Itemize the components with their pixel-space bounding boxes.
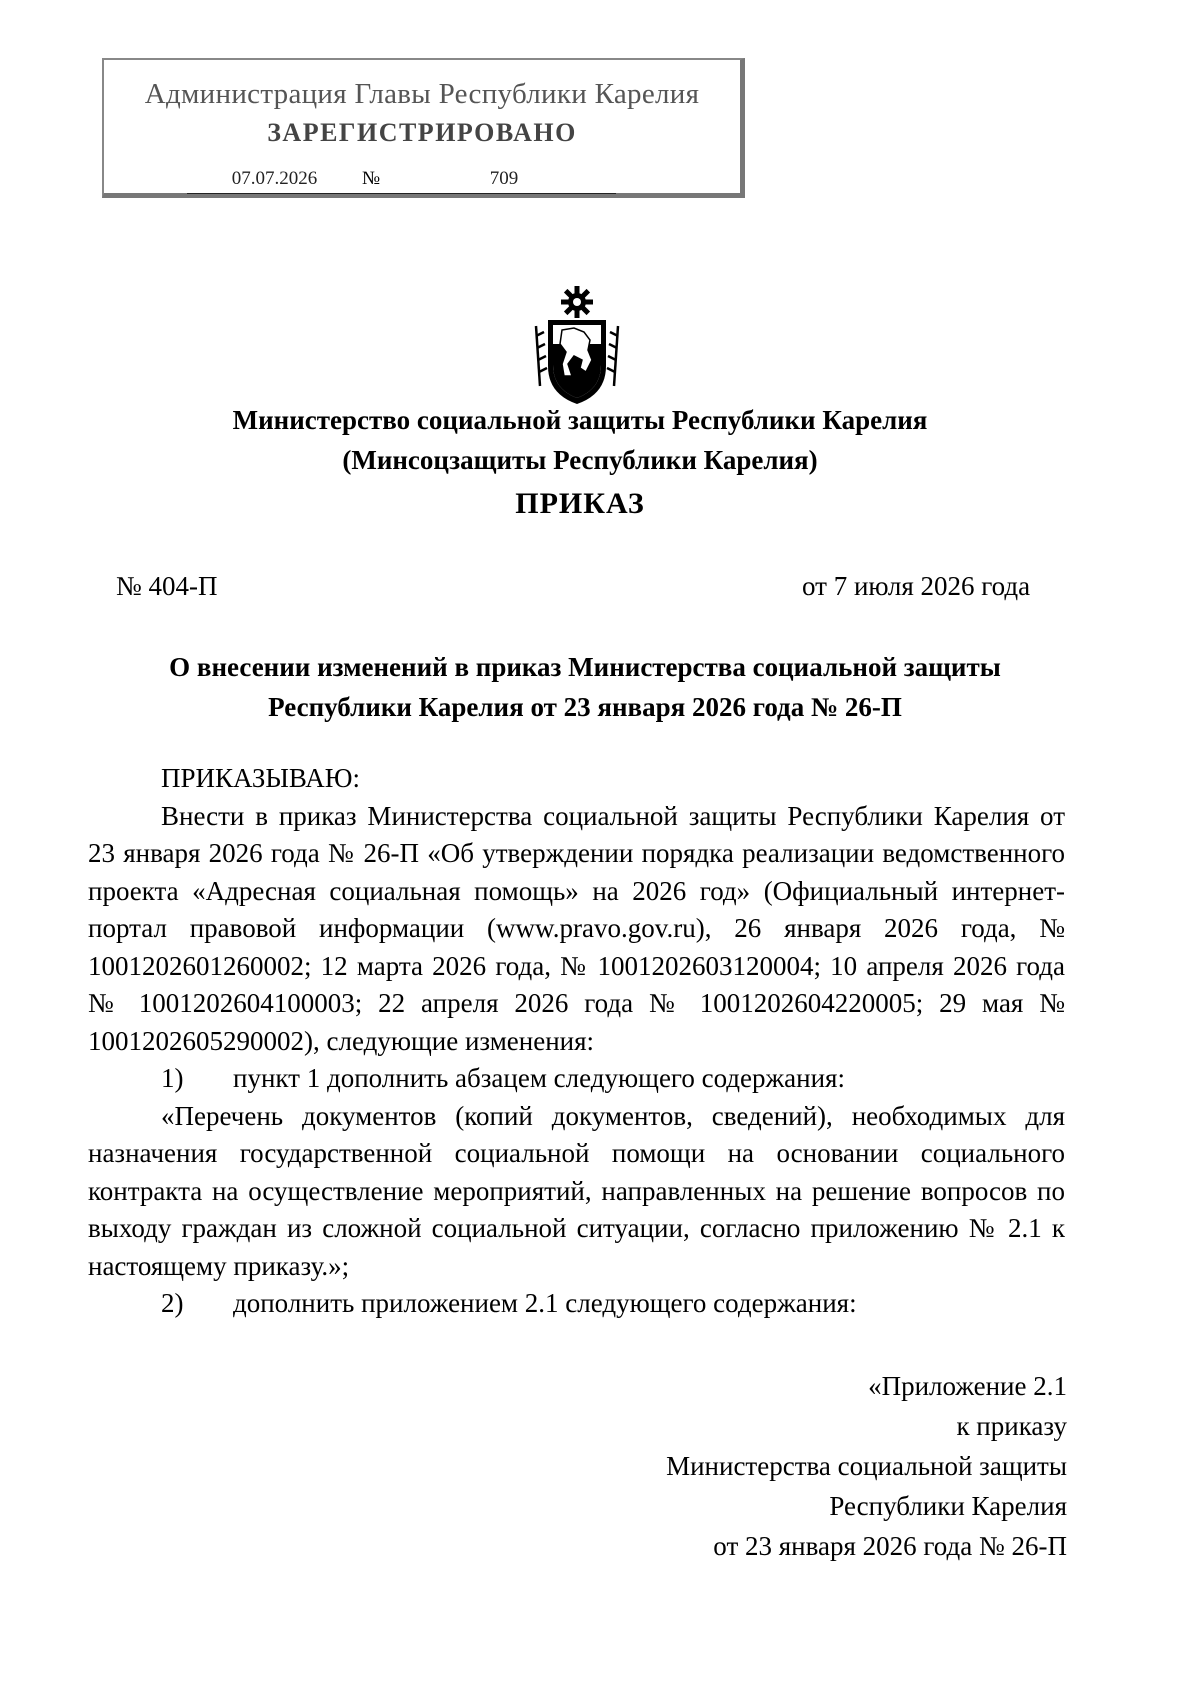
document-type-title: ПРИКАЗ (515, 487, 645, 520)
order-number: № 404-П (116, 571, 218, 601)
order-body (88, 760, 1065, 1323)
appendix-header (666, 1366, 1067, 1566)
appendix-line: к приказу (956, 1411, 1067, 1441)
order-subject (120, 647, 1050, 727)
item-text: дополнить приложением 2.1 следующего содержания: (233, 1288, 857, 1318)
ministry-short-name: (Минсоцзащиты Республики Карелия) (342, 445, 818, 475)
item-text: пункт 1 дополнить абзацем следующего содержания: (233, 1063, 845, 1093)
appendix-line: Республики Карелия (829, 1491, 1067, 1521)
stamp-date: 07.07.2026 (187, 168, 362, 194)
appendix-line: Министерства социальной защиты (666, 1451, 1067, 1481)
order-date: от 7 июля 2026 года (802, 571, 1031, 601)
appendix-line: от 23 января 2026 года № 26-П (713, 1531, 1067, 1561)
item-number: 1) (161, 1063, 184, 1093)
stamp-status: ЗАРЕГИСТРИРОВАНО (267, 118, 577, 147)
order-word: ПРИКАЗЫВАЮ: (161, 763, 360, 793)
quoted-paragraph: «Перечень документов (копий документов, сведений), необходимых для назначения государственной социальной помощи на основании социального контракта на осуществление мероприятий, направленных на решение вопросов по выходу граждан из сложной социальной ситуации, согласно приложению № 2.1 к настоящему приказу.»; (88, 1100, 1065, 1281)
stamp-number: 709 (392, 168, 616, 194)
karelia-coat-of-arms-icon (530, 286, 624, 408)
subject-line-1: О внесении изменений в приказ Министерства социальной защиты (169, 652, 1001, 682)
list-item (88, 1060, 1065, 1098)
list-item (88, 1285, 1065, 1323)
subject-line-2: Республики Карелия от 23 января 2026 года № 26-П (268, 692, 902, 722)
intro-paragraph: Внести в приказ Министерства социальной защиты Республики Карелия от 23 января 2026 года № 26-П «Об утверждении порядка реализации ведомственного проекта «Адресная социальная помощь» на 2026 год» (Официальный интернет-портал правовой информации (www.pravo.gov.ru), 26 января 2026 года, № 1001202601260002; 12 марта 2026 года, № 1001202603120004; 10 апреля 2026 года № 1001202604100003; 22 апреля 2026 года № 1001202604220005; 29 мая № 1001202605290002), следующие изменения: (88, 800, 1065, 1056)
registration-stamp (102, 58, 745, 198)
stamp-number-label: № (362, 168, 392, 194)
appendix-line: «Приложение 2.1 (868, 1371, 1067, 1401)
ministry-name: Министерство социальной защиты Республики Карелия (232, 405, 928, 435)
item-number: 2) (161, 1288, 184, 1318)
stamp-organization: Администрация Главы Республики Карелия (144, 78, 700, 110)
